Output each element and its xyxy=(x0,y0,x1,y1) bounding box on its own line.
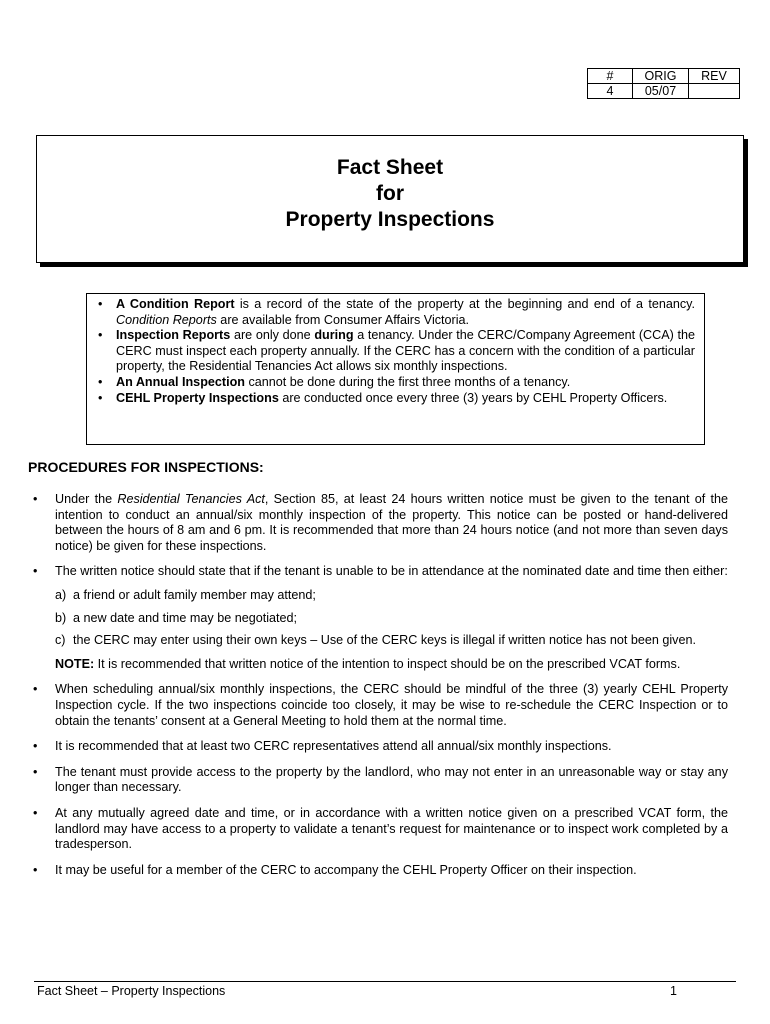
note xyxy=(55,657,728,673)
revision-value-rev xyxy=(689,84,740,99)
revision-table-value-row xyxy=(588,84,740,99)
revision-header-rev: REV xyxy=(689,69,740,84)
revision-header-orig: ORIG xyxy=(633,69,689,84)
title-line-3: Property Inspections xyxy=(285,208,495,231)
procedure-italic: Residential Tenancies Act xyxy=(117,492,265,506)
revision-value-number: 4 xyxy=(588,84,633,99)
summary-item-inspection-reports xyxy=(96,328,695,375)
summary-item-italic: Condition Reports xyxy=(116,312,217,327)
procedure-text: • The written notice should state that if the tenant is unable to be in attendance at the nominated date and time then either: xyxy=(55,564,728,579)
summary-item-text: are available from Consumer Affairs Victoria. xyxy=(216,312,470,327)
revision-value-orig: 05/07 xyxy=(633,84,689,99)
procedure-item-accompany: • It may be useful for a member of the CERC to accompany the CEHL Property Officer on their inspection. xyxy=(30,863,728,879)
summary-box xyxy=(86,293,705,445)
option-b xyxy=(55,611,728,627)
footer-divider xyxy=(34,981,736,982)
procedure-item-notice xyxy=(30,492,728,554)
option-label: b) xyxy=(55,610,67,625)
revision-header-number: # xyxy=(588,69,633,84)
summary-item-annual-inspection xyxy=(96,375,695,391)
procedure-item-representatives: • It is recommended that at least two CERC representatives attend all annual/six monthly inspections. xyxy=(30,739,728,755)
summary-item-bold: A Condition Report xyxy=(116,297,235,311)
option-label: a) xyxy=(55,587,67,602)
page-number: 1 xyxy=(670,984,677,998)
revision-table xyxy=(587,68,740,99)
procedures-heading: PROCEDURES FOR INSPECTIONS: xyxy=(28,459,264,475)
procedures-list xyxy=(30,492,728,878)
summary-item-text: are conducted once every three (3) years by CEHL Property Officers. xyxy=(278,390,668,405)
procedure-item-written-notice xyxy=(30,564,728,672)
summary-item-text: is a record of the state of the property at the beginning and end of a tenancy. xyxy=(234,297,695,311)
procedures-section xyxy=(30,492,728,888)
note-text: It is recommended that written notice of the intention to inspect should be on the prescribed VCAT forms. xyxy=(94,656,681,671)
procedure-item-access: • The tenant must provide access to the property by the landlord, who may not enter in an unreasonable way or stay any longer than necessary. xyxy=(30,765,728,796)
option-label: c) xyxy=(55,633,66,648)
option-a xyxy=(55,588,728,604)
note-label: NOTE: xyxy=(55,656,95,671)
option-text: a friend or adult family member may attend; xyxy=(73,587,316,602)
option-c xyxy=(55,633,728,649)
title-line-2: for xyxy=(376,182,404,205)
option-text: a new date and time may be negotiated; xyxy=(73,610,298,625)
summary-item-bold: CEHL Property Inspections xyxy=(116,390,279,405)
procedure-options xyxy=(55,588,728,649)
procedure-item-scheduling: • When scheduling annual/six monthly inspections, the CERC should be mindful of the three (3) yearly CEHL Property Inspection cycle. If the two inspections coincide too closely, it may be wise to re-schedule the CERC Inspection or to obtain the tenants’ consent at a General Meeting to hold them at the normal time. xyxy=(30,682,728,729)
summary-item-cehl-inspections xyxy=(96,391,695,407)
option-text: the CERC may enter using their own keys – Use of the CERC keys is illegal if written notice has not been given. xyxy=(73,633,696,648)
summary-list xyxy=(96,297,695,406)
revision-table-header-row xyxy=(588,69,740,84)
procedure-item-agreed-date: • At any mutually agreed date and time, or in accordance with a written notice given on a prescribed VCAT form, the landlord may have access to a property to validate a tenant’s request for maintenance or to inspect work completed by a tradesperson. xyxy=(30,806,728,853)
footer-title: Fact Sheet – Property Inspections xyxy=(37,984,226,998)
summary-item-condition-report xyxy=(96,297,695,328)
procedure-text: Under the xyxy=(55,492,118,506)
title-line-1: Fact Sheet xyxy=(336,156,444,179)
procedure-text: , Section 85, at least 24 hours written notice must be given to the tenant of the intention to conduct an annual/six monthly inspection of the property. This notice can be posted or hand-delivered between the hours of 8 am and 6 pm. It is recommended that more than 24 hours notice (and not more than seven days notice) be given for these inspections. xyxy=(55,492,729,553)
summary-item-bold: Inspection Reports xyxy=(116,328,231,343)
summary-item-bold: during xyxy=(314,328,354,343)
title-box xyxy=(36,135,744,263)
summary-item-bold: An Annual Inspection xyxy=(116,374,245,389)
summary-item-text: cannot be done during the first three months of a tenancy. xyxy=(244,374,571,389)
summary-item-text: are only done xyxy=(230,328,315,343)
summary-item-text: a tenancy. Under the CERC/Company Agreement (CCA) the CERC must inspect each property annually. If the CERC has a concern with the condition of a particular property, the Residential Tenancies Act allows six monthly inspections. xyxy=(116,328,695,374)
